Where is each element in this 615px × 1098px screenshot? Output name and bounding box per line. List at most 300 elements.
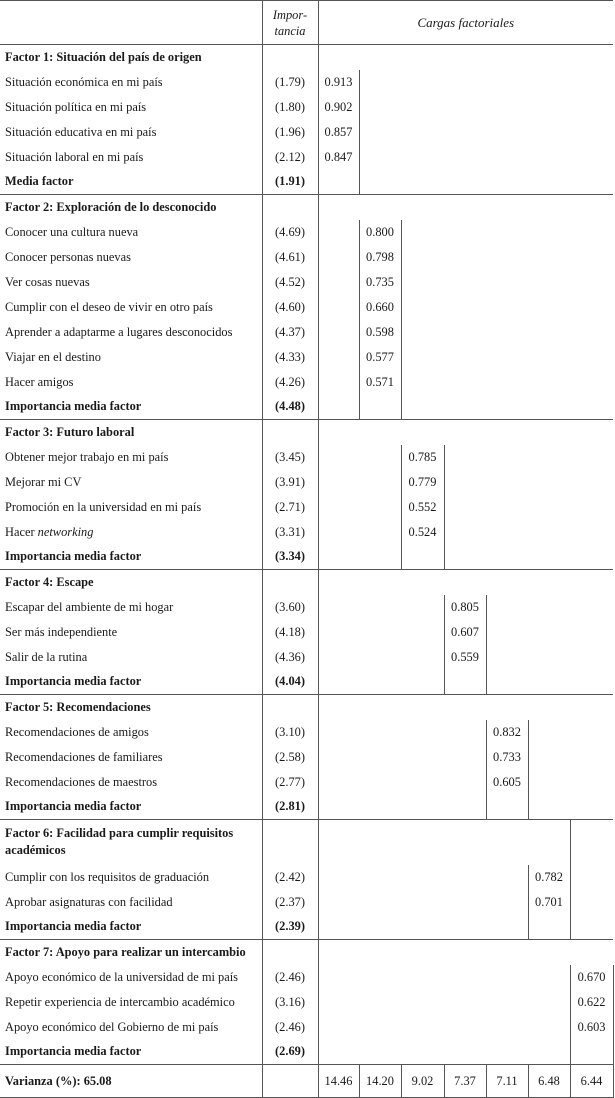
empty-cell (486, 195, 528, 220)
factor-mean-label: Importancia media factor (0, 670, 262, 695)
empty-cell (444, 145, 486, 170)
item-row (0, 745, 613, 770)
empty-cell (359, 620, 401, 645)
factor-loading (528, 915, 570, 940)
empty-cell (359, 1015, 401, 1040)
empty-cell (528, 145, 570, 170)
importance-value: (2.37) (262, 890, 318, 915)
empty-cell (318, 195, 359, 220)
item-label: Recomendaciones de familiares (5, 749, 163, 764)
importance-value: (4.33) (262, 345, 318, 370)
empty-cell (486, 990, 528, 1015)
empty-cell (528, 745, 570, 770)
empty-cell (486, 120, 528, 145)
empty-cell (359, 120, 401, 145)
importance-value (262, 695, 318, 720)
empty-cell (318, 695, 359, 720)
factor-mean-value: (1.91) (262, 170, 318, 195)
empty-cell (528, 965, 570, 990)
factor-loading: 0.571 (359, 370, 401, 395)
empty-cell (318, 470, 359, 495)
empty-cell (318, 445, 359, 470)
empty-cell (318, 670, 359, 695)
empty-cell (444, 270, 486, 295)
empty-cell (444, 990, 486, 1015)
factor-mean-row (0, 170, 613, 195)
item-row (0, 520, 613, 545)
empty-cell (401, 820, 444, 865)
empty-cell (401, 915, 444, 940)
importance-value: (3.10) (262, 720, 318, 745)
factor-loading: 0.913 (318, 70, 359, 95)
item-row (0, 470, 613, 495)
empty-cell (401, 270, 444, 295)
empty-cell (444, 95, 486, 120)
empty-cell (359, 570, 401, 595)
empty-cell (401, 940, 444, 965)
empty-cell (401, 70, 444, 95)
empty-cell (444, 495, 486, 520)
factor-loading (359, 395, 401, 420)
importance-value: (3.60) (262, 595, 318, 620)
empty-cell (359, 495, 401, 520)
empty-cell (528, 220, 570, 245)
empty-cell (570, 295, 613, 320)
empty-cell (444, 170, 486, 195)
factor-loading: 0.701 (528, 890, 570, 915)
empty-cell (318, 570, 359, 595)
item-label: Recomendaciones de amigos (5, 724, 149, 739)
empty-cell (318, 595, 359, 620)
empty-cell (570, 345, 613, 370)
empty-cell (318, 720, 359, 745)
empty-cell (570, 595, 613, 620)
empty-cell (570, 170, 613, 195)
importance-value: (4.18) (262, 620, 318, 645)
empty-cell (318, 420, 359, 445)
importance-value: (4.69) (262, 220, 318, 245)
empty-cell (318, 645, 359, 670)
empty-cell (570, 720, 613, 745)
empty-cell (570, 795, 613, 820)
factor-loading (359, 195, 401, 220)
empty-cell (359, 1040, 401, 1065)
factor-title: Factor 5: Recomendaciones (0, 695, 262, 720)
item-label: Aprender a adaptarme a lugares desconocidos (5, 324, 233, 339)
empty-cell (401, 1040, 444, 1065)
empty-cell (318, 990, 359, 1015)
empty-cell (528, 470, 570, 495)
empty-cell (528, 295, 570, 320)
factor-loading: 0.805 (444, 595, 486, 620)
variance-row (0, 1065, 613, 1098)
empty-cell (401, 990, 444, 1015)
empty-cell (528, 345, 570, 370)
item-label: Apoyo económico de la universidad de mi país (5, 969, 238, 984)
item-label: Conocer una cultura nueva (5, 224, 139, 239)
item-row (0, 620, 613, 645)
empty-cell (570, 520, 613, 545)
importance-value: (3.91) (262, 470, 318, 495)
importance-value: (2.42) (262, 865, 318, 890)
importance-value (262, 820, 318, 865)
importance-value: (2.71) (262, 495, 318, 520)
empty-cell (318, 220, 359, 245)
factor-loading: 0.857 (318, 120, 359, 145)
factor-loading (486, 695, 528, 720)
factor-title-row (0, 45, 613, 70)
empty-cell (570, 495, 613, 520)
empty-cell (359, 820, 401, 865)
item-label: Hacer amigos (5, 374, 74, 389)
empty-cell (359, 470, 401, 495)
empty-cell (486, 965, 528, 990)
empty-cell (359, 420, 401, 445)
empty-cell (486, 70, 528, 95)
factor-title: Factor 7: Apoyo para realizar un intercambio (0, 940, 262, 965)
empty-cell (318, 820, 359, 865)
empty-cell (570, 270, 613, 295)
empty-cell (486, 620, 528, 645)
empty-cell (486, 220, 528, 245)
empty-cell (570, 695, 613, 720)
empty-cell (486, 345, 528, 370)
item-label: Ser más independiente (5, 624, 118, 639)
importance-value: (3.16) (262, 990, 318, 1015)
empty-cell (401, 45, 444, 70)
factor-title-row (0, 695, 613, 720)
empty-cell (444, 70, 486, 95)
variance-value: 14.46 (318, 1065, 359, 1098)
empty-cell (444, 220, 486, 245)
empty-cell (401, 595, 444, 620)
factor-loading: 0.779 (401, 470, 444, 495)
empty-cell (318, 495, 359, 520)
empty-cell (528, 545, 570, 570)
item-label: Ver cosas nuevas (5, 274, 90, 289)
empty-cell (570, 370, 613, 395)
empty-cell (486, 270, 528, 295)
factor-mean-label: Importancia media factor (0, 795, 262, 820)
empty-cell (528, 45, 570, 70)
variance-value: 7.37 (444, 1065, 486, 1098)
empty-cell (401, 95, 444, 120)
empty-cell (444, 1040, 486, 1065)
empty-cell (401, 345, 444, 370)
empty-cell (401, 620, 444, 645)
variance-total: Varianza (%): 65.08 (0, 1065, 262, 1098)
item-row (0, 95, 613, 120)
empty-cell (528, 420, 570, 445)
empty-cell (570, 770, 613, 795)
importance-value: (2.46) (262, 1015, 318, 1040)
factor-loading: 0.577 (359, 345, 401, 370)
factor-loading: 0.622 (570, 990, 613, 1015)
factor-mean-value: (2.69) (262, 1040, 318, 1065)
empty-cell (486, 495, 528, 520)
empty-cell (401, 245, 444, 270)
factor-loading (401, 545, 444, 570)
empty-cell (486, 295, 528, 320)
importance-value: (4.61) (262, 245, 318, 270)
empty-cell (401, 795, 444, 820)
item-label: Viajar en el destino (5, 349, 101, 364)
item-row (0, 295, 613, 320)
empty-cell (359, 770, 401, 795)
item-row (0, 370, 613, 395)
item-row (0, 345, 613, 370)
empty-cell (528, 990, 570, 1015)
empty-cell (570, 890, 613, 915)
factor-title: Factor 3: Futuro laboral (0, 420, 262, 445)
factor-title-row (0, 940, 613, 965)
item-row (0, 720, 613, 745)
factor-mean-value: (4.48) (262, 395, 318, 420)
empty-cell (444, 940, 486, 965)
factor-title-row (0, 820, 613, 865)
item-label: Recomendaciones de maestros (5, 774, 158, 789)
empty-cell (359, 695, 401, 720)
importance-value (262, 195, 318, 220)
empty-cell (401, 865, 444, 890)
empty-cell (486, 595, 528, 620)
empty-cell (570, 445, 613, 470)
item-row (0, 220, 613, 245)
empty-cell (486, 1015, 528, 1040)
importance-value: (1.80) (262, 95, 318, 120)
factor-loading (444, 670, 486, 695)
empty-cell (528, 95, 570, 120)
empty-cell (401, 170, 444, 195)
item-row (0, 890, 613, 915)
empty-cell (570, 320, 613, 345)
importance-value: (3.31) (262, 520, 318, 545)
empty-cell (528, 495, 570, 520)
empty-cell (570, 620, 613, 645)
empty-cell (359, 670, 401, 695)
importance-value: (4.26) (262, 370, 318, 395)
importance-value: (2.77) (262, 770, 318, 795)
empty-cell (570, 670, 613, 695)
empty-cell (570, 70, 613, 95)
empty-cell (444, 520, 486, 545)
empty-cell (486, 470, 528, 495)
empty-cell (401, 220, 444, 245)
factor-loading: 0.785 (401, 445, 444, 470)
empty-cell (444, 820, 486, 865)
item-row (0, 865, 613, 890)
factor-loading: 0.832 (486, 720, 528, 745)
empty-cell (528, 195, 570, 220)
factor-mean-row (0, 915, 613, 940)
empty-cell (318, 295, 359, 320)
empty-cell (359, 965, 401, 990)
empty-cell (444, 445, 486, 470)
empty-cell (318, 745, 359, 770)
empty-cell (318, 245, 359, 270)
importance-value (262, 570, 318, 595)
item-row (0, 770, 613, 795)
empty-cell (401, 570, 444, 595)
factor-loading: 0.847 (318, 145, 359, 170)
factor-loading: 0.798 (359, 245, 401, 270)
empty-cell (486, 670, 528, 695)
empty-cell (359, 45, 401, 70)
factor-loading: 0.902 (318, 95, 359, 120)
importance-value: (3.45) (262, 445, 318, 470)
factor-title-row (0, 195, 613, 220)
importance-value: (2.58) (262, 745, 318, 770)
factor-title: Factor 2: Exploración de lo desconocido (0, 195, 262, 220)
empty-cell (401, 645, 444, 670)
empty-cell (486, 940, 528, 965)
empty-cell (359, 720, 401, 745)
empty-cell (401, 720, 444, 745)
factor-mean-value: (2.81) (262, 795, 318, 820)
empty-cell (528, 670, 570, 695)
item-label: Escapar del ambiente de mi hogar (5, 599, 174, 614)
empty-cell (318, 320, 359, 345)
empty-cell (444, 420, 486, 445)
empty-cell (570, 745, 613, 770)
factor-mean-label: Importancia media factor (0, 395, 262, 420)
empty-cell (359, 795, 401, 820)
empty-cell (318, 620, 359, 645)
empty-cell (444, 720, 486, 745)
empty-cell (444, 245, 486, 270)
importance-value: (1.96) (262, 120, 318, 145)
item-label: Situación política en mi país (5, 99, 147, 114)
factor-loading: 0.598 (359, 320, 401, 345)
empty-cell (570, 865, 613, 890)
empty-cell (401, 670, 444, 695)
item-label: Apoyo económico del Gobierno de mi país (5, 1019, 219, 1034)
empty-cell (444, 745, 486, 770)
empty-cell (486, 890, 528, 915)
empty-cell (318, 965, 359, 990)
factor-loading (444, 570, 486, 595)
factor-loading: 0.607 (444, 620, 486, 645)
item-label: Repetir experiencia de intercambio académico (5, 994, 235, 1009)
item-row (0, 120, 613, 145)
empty-cell (528, 445, 570, 470)
empty-cell (359, 990, 401, 1015)
variance-value: 9.02 (401, 1065, 444, 1098)
importancia-header (262, 1, 318, 45)
factor-mean-value: (3.34) (262, 545, 318, 570)
empty-cell (318, 1040, 359, 1065)
item-label: Conocer personas nuevas (5, 249, 131, 264)
importance-value (262, 940, 318, 965)
item-row (0, 145, 613, 170)
empty-cell (570, 245, 613, 270)
factor-title-row (0, 570, 613, 595)
empty-cell (570, 645, 613, 670)
item-row (0, 70, 613, 95)
item-label-italic: networking (37, 524, 94, 539)
empty-cell (359, 145, 401, 170)
factor-loading: 0.552 (401, 495, 444, 520)
factor-mean-row (0, 395, 613, 420)
item-row (0, 645, 613, 670)
empty-cell (444, 795, 486, 820)
empty-cell (359, 595, 401, 620)
item-row (0, 595, 613, 620)
empty-cell (486, 545, 528, 570)
empty-cell (318, 915, 359, 940)
empty-cell (401, 695, 444, 720)
empty-cell (570, 145, 613, 170)
empty-cell (570, 395, 613, 420)
factor-mean-row (0, 545, 613, 570)
empty-cell (401, 145, 444, 170)
factor-mean-row (0, 670, 613, 695)
importance-value: (4.60) (262, 295, 318, 320)
empty-cell (486, 320, 528, 345)
factor-loading: 0.735 (359, 270, 401, 295)
empty-cell (528, 645, 570, 670)
empty-cell (486, 445, 528, 470)
variance-blank-cell (262, 1065, 318, 1098)
item-label: Aprobar asignaturas con facilidad (5, 894, 173, 909)
item-label: Promoción en la universidad en mi país (5, 499, 202, 514)
empty-cell (444, 370, 486, 395)
empty-cell (486, 570, 528, 595)
empty-cell (444, 395, 486, 420)
empty-cell (401, 370, 444, 395)
empty-cell (528, 695, 570, 720)
factor-mean-label: Importancia media factor (0, 1040, 262, 1065)
empty-cell (318, 795, 359, 820)
empty-cell (486, 1040, 528, 1065)
empty-cell (401, 745, 444, 770)
empty-cell (528, 170, 570, 195)
empty-cell (359, 545, 401, 570)
empty-cell (528, 720, 570, 745)
item-label: Cumplir con los requisitos de graduación (5, 869, 210, 884)
empty-cell (570, 470, 613, 495)
empty-cell (359, 745, 401, 770)
empty-cell (444, 45, 486, 70)
item-row (0, 445, 613, 470)
empty-cell (486, 645, 528, 670)
empty-cell (570, 915, 613, 940)
empty-cell (528, 120, 570, 145)
factor-loading (318, 170, 359, 195)
empty-cell (528, 1040, 570, 1065)
empty-cell (444, 1015, 486, 1040)
item-label (0, 520, 262, 545)
importance-value: (2.46) (262, 965, 318, 990)
empty-cell (486, 145, 528, 170)
empty-cell (444, 915, 486, 940)
factor-loading: 0.800 (359, 220, 401, 245)
importance-value (262, 420, 318, 445)
importance-value: (2.12) (262, 145, 318, 170)
item-row (0, 320, 613, 345)
empty-cell (570, 570, 613, 595)
factor-loading: 0.524 (401, 520, 444, 545)
factor-loading (528, 820, 570, 865)
empty-cell (359, 915, 401, 940)
empty-cell (444, 770, 486, 795)
header-row (0, 1, 613, 45)
empty-cell (570, 195, 613, 220)
empty-cell (318, 545, 359, 570)
item-row (0, 990, 613, 1015)
empty-cell (359, 445, 401, 470)
variance-value: 6.44 (570, 1065, 613, 1098)
